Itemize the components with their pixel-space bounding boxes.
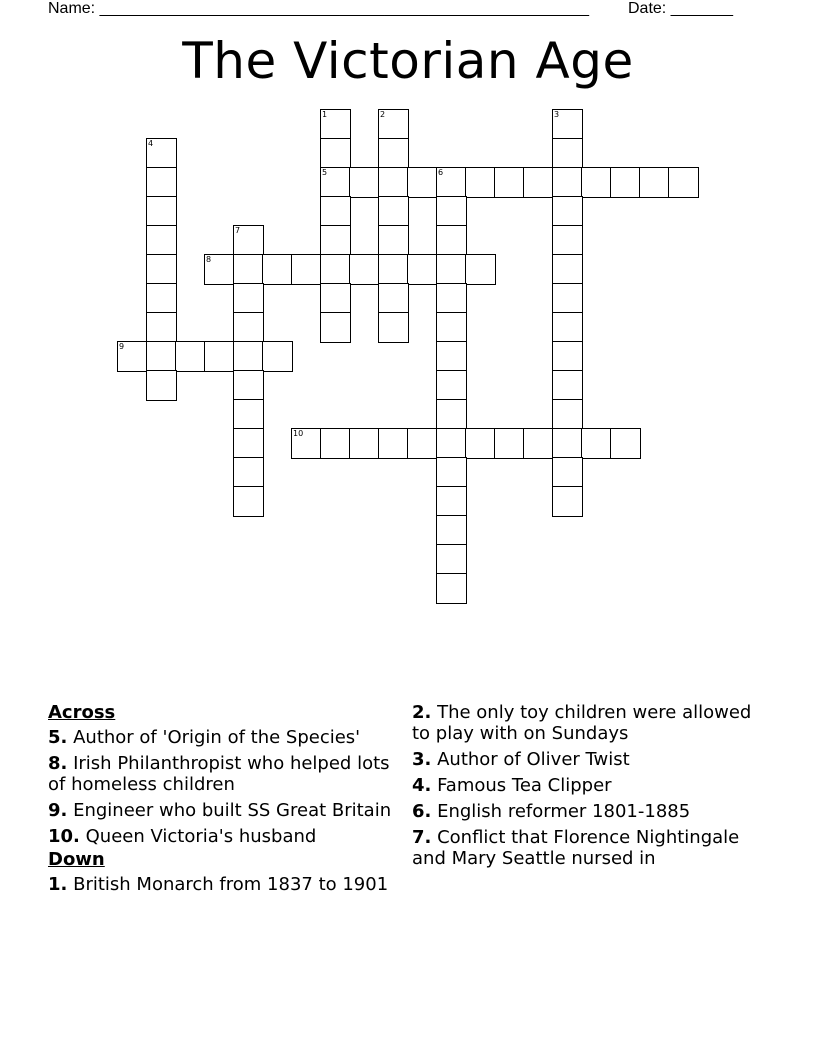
grid-cell[interactable] — [233, 283, 264, 314]
grid-cell[interactable] — [349, 428, 380, 459]
clues-right-column — [412, 702, 772, 874]
grid-cell[interactable] — [552, 196, 583, 227]
clue-text: The only toy children were allowed to play with on Sundays — [412, 702, 752, 744]
grid-cell[interactable] — [465, 254, 496, 285]
clue-number: 4. — [412, 775, 432, 796]
grid-cell[interactable] — [320, 312, 351, 343]
grid-cell[interactable] — [320, 196, 351, 227]
grid-cell[interactable] — [146, 196, 177, 227]
grid-cell[interactable] — [523, 167, 554, 198]
grid-cell[interactable] — [378, 428, 409, 459]
grid-cell[interactable] — [552, 486, 583, 517]
grid-cell[interactable] — [465, 167, 496, 198]
grid-cell[interactable] — [552, 399, 583, 430]
clue-number-label: 9 — [119, 342, 125, 351]
grid-cell[interactable] — [262, 341, 293, 372]
clue-number-label: 4 — [148, 139, 154, 148]
clue-number-label: 8 — [206, 255, 212, 264]
clue-number-label: 3 — [554, 110, 560, 119]
grid-cell[interactable] — [146, 138, 177, 169]
clues-left-column — [48, 702, 393, 900]
grid-cell[interactable] — [552, 254, 583, 285]
grid-cell[interactable] — [320, 138, 351, 169]
grid-cell[interactable] — [233, 341, 264, 372]
grid-cell[interactable] — [378, 196, 409, 227]
down-heading: Down — [48, 849, 105, 870]
grid-cell[interactable] — [610, 428, 641, 459]
grid-cell[interactable] — [407, 254, 438, 285]
grid-cell[interactable] — [552, 225, 583, 256]
grid-cell[interactable] — [436, 399, 467, 430]
clue-number: 3. — [412, 749, 432, 770]
grid-cell[interactable] — [146, 254, 177, 285]
grid-cell[interactable] — [320, 428, 351, 459]
grid-cell[interactable] — [262, 254, 293, 285]
clue-number-label: 1 — [322, 110, 328, 119]
grid-cell[interactable] — [552, 428, 583, 459]
clue-number-label: 6 — [438, 168, 444, 177]
grid-cell[interactable] — [494, 167, 525, 198]
clue-down-7 — [412, 827, 772, 869]
clue-text: Queen Victoria's husband — [79, 826, 317, 847]
grid-cell[interactable] — [436, 196, 467, 227]
clue-across-5 — [48, 727, 393, 748]
grid-cell[interactable] — [436, 283, 467, 314]
grid-cell[interactable] — [320, 283, 351, 314]
clue-across-8 — [48, 753, 393, 795]
grid-cell[interactable] — [436, 486, 467, 517]
grid-cell[interactable] — [233, 225, 264, 256]
grid-cell[interactable] — [436, 312, 467, 343]
grid-cell[interactable] — [436, 544, 467, 575]
across-heading: Across — [48, 702, 116, 723]
grid-cell[interactable] — [320, 167, 351, 198]
grid-cell[interactable] — [378, 254, 409, 285]
grid-cell[interactable] — [436, 515, 467, 546]
grid-cell[interactable] — [494, 428, 525, 459]
clue-number: 8. — [48, 753, 68, 774]
grid-cell[interactable] — [233, 254, 264, 285]
clue-number: 2. — [412, 702, 432, 723]
grid-cell[interactable] — [436, 457, 467, 488]
clue-number: 1. — [48, 874, 68, 895]
clue-number: 9. — [48, 800, 68, 821]
clue-down-4 — [412, 775, 772, 796]
clue-down-2 — [412, 702, 772, 744]
grid-cell[interactable] — [436, 573, 467, 604]
clue-down-3 — [412, 749, 772, 770]
clue-number-label: 10 — [293, 429, 304, 438]
clue-down-1 — [48, 874, 393, 895]
clue-number-label: 5 — [322, 168, 328, 177]
grid-cell[interactable] — [436, 225, 467, 256]
grid-cell[interactable] — [378, 225, 409, 256]
grid-cell[interactable] — [610, 167, 641, 198]
grid-cell[interactable] — [233, 399, 264, 430]
clue-text: Irish Philanthropist who helped lots of homeless children — [48, 753, 390, 795]
grid-cell[interactable] — [146, 283, 177, 314]
grid-cell[interactable] — [349, 254, 380, 285]
clue-text: Author of 'Origin of the Species' — [67, 727, 361, 748]
clue-number: 6. — [412, 801, 432, 822]
grid-cell[interactable] — [552, 138, 583, 169]
grid-cell[interactable] — [552, 312, 583, 343]
clue-across-9 — [48, 800, 393, 821]
grid-cell[interactable] — [175, 341, 206, 372]
grid-cell[interactable] — [291, 254, 322, 285]
grid-cell[interactable] — [639, 167, 670, 198]
grid-cell[interactable] — [436, 341, 467, 372]
grid-cell[interactable] — [233, 312, 264, 343]
grid-cell[interactable] — [378, 283, 409, 314]
grid-cell[interactable] — [552, 283, 583, 314]
grid-cell[interactable] — [552, 370, 583, 401]
clue-down-6 — [412, 801, 772, 822]
clue-number-label: 7 — [235, 226, 241, 235]
grid-cell[interactable] — [320, 254, 351, 285]
grid-cell[interactable] — [581, 428, 612, 459]
grid-cell[interactable] — [117, 341, 148, 372]
grid-cell[interactable] — [552, 109, 583, 140]
grid-cell[interactable] — [146, 167, 177, 198]
grid-cell[interactable] — [581, 167, 612, 198]
clue-number: 7. — [412, 827, 432, 848]
grid-cell[interactable] — [436, 428, 467, 459]
grid-cell[interactable] — [233, 370, 264, 401]
clue-number-label: 2 — [380, 110, 386, 119]
grid-cell[interactable] — [407, 167, 438, 198]
grid-cell[interactable] — [146, 312, 177, 343]
grid-cell[interactable] — [407, 428, 438, 459]
clue-number: 5. — [48, 727, 68, 748]
name-field-label[interactable]: Name: _______________________________________________________ — [48, 0, 589, 17]
grid-cell[interactable] — [320, 225, 351, 256]
grid-cell[interactable] — [204, 341, 235, 372]
grid-cell[interactable] — [552, 167, 583, 198]
grid-cell[interactable] — [146, 341, 177, 372]
clue-text: Conflict that Florence Nightingale and Mary Seattle nursed in — [412, 827, 740, 869]
clue-number: 10. — [48, 826, 80, 847]
grid-cell[interactable] — [552, 457, 583, 488]
clue-text: British Monarch from 1837 to 1901 — [67, 874, 389, 895]
grid-cell[interactable] — [523, 428, 554, 459]
grid-cell[interactable] — [233, 486, 264, 517]
date-field-label[interactable]: Date: _______ — [628, 0, 733, 17]
clue-across-10 — [48, 826, 393, 847]
grid-cell[interactable] — [378, 109, 409, 140]
grid-cell[interactable] — [378, 312, 409, 343]
grid-cell[interactable] — [204, 254, 235, 285]
grid-cell[interactable] — [233, 457, 264, 488]
grid-cell[interactable] — [146, 225, 177, 256]
grid-cell[interactable] — [320, 109, 351, 140]
grid-cell[interactable] — [378, 167, 409, 198]
clue-text: Famous Tea Clipper — [431, 775, 612, 796]
clue-text: Engineer who built SS Great Britain — [67, 800, 392, 821]
grid-cell[interactable] — [668, 167, 699, 198]
clue-text: English reformer 1801-1885 — [431, 801, 691, 822]
grid-cell[interactable] — [436, 254, 467, 285]
grid-cell[interactable] — [465, 428, 496, 459]
grid-cell[interactable] — [291, 428, 322, 459]
page-title: The Victorian Age — [182, 32, 634, 90]
grid-cell[interactable] — [378, 138, 409, 169]
clue-text: Author of Oliver Twist — [431, 749, 630, 770]
grid-cell[interactable] — [436, 370, 467, 401]
grid-cell[interactable] — [233, 428, 264, 459]
grid-cell[interactable] — [349, 167, 380, 198]
grid-cell[interactable] — [552, 341, 583, 372]
grid-cell[interactable] — [436, 167, 467, 198]
grid-cell[interactable] — [146, 370, 177, 401]
